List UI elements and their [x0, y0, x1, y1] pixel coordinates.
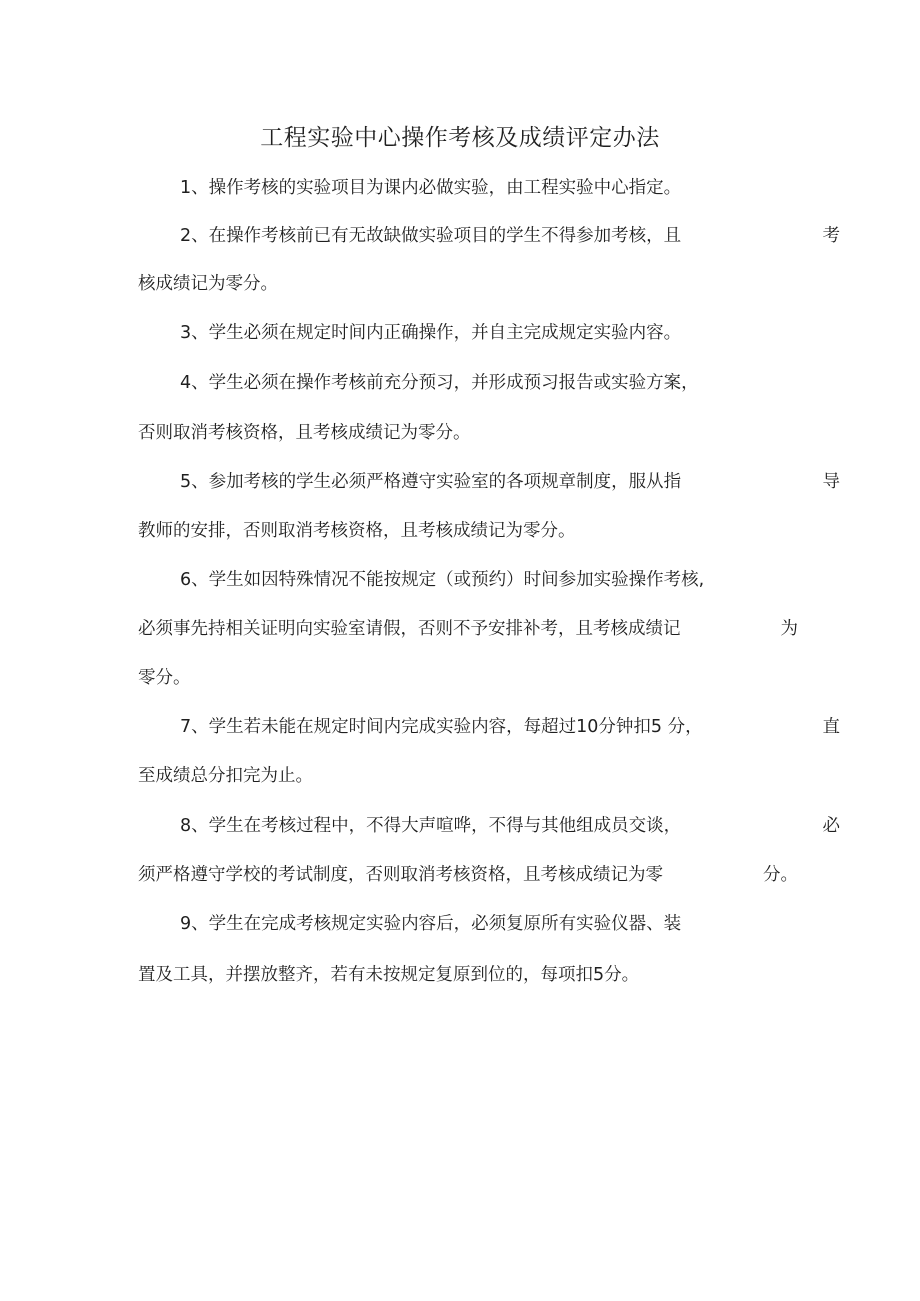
rule-8-line-1	[138, 812, 840, 840]
rule-6-line-2-text: 必须事先持相关证明向实验室请假，否则不予安排补考，且考核成绩记	[138, 619, 681, 639]
rule-1-line-1: 1、操作考核的实验项目为课内必做实验，由工程实验中心指定。	[180, 178, 682, 198]
rule-8-line-2-tail: 分。	[763, 865, 798, 885]
rule-4-line-1: 4、学生必须在操作考核前充分预习，并形成预习报告或实验方案，	[180, 373, 699, 393]
rule-5-line-2: 教师的安排，否则取消考核资格，且考核成绩记为零分。	[138, 521, 576, 541]
rule-6-line-3: 零分。	[138, 668, 191, 688]
rule-8-line-1-tail: 必	[822, 816, 840, 836]
rule-2-line-1-tail: 考	[822, 226, 840, 246]
rule-3-line-1: 3、学生必须在规定时间内正确操作，并自主完成规定实验内容。	[180, 323, 682, 343]
rule-6-line-1: 6、学生如因特殊情况不能按规定（或预约）时间参加实验操作考核,	[180, 570, 705, 590]
rule-8-line-2	[138, 861, 798, 889]
rule-5-line-1-text: 5、参加考核的学生必须严格遵守实验室的各项规章制度，服从指	[180, 472, 682, 492]
rule-8-line-1-text: 8、学生在考核过程中，不得大声喧哗，不得与其他组成员交谈，	[180, 816, 682, 836]
rule-8-line-2-text: 须严格遵守学校的考试制度，否则取消考核资格，且考核成绩记为零	[138, 865, 663, 885]
rule-7-line-1-text: 7、学生若未能在规定时间内完成实验内容，每超过10分钟扣5 分，	[180, 717, 703, 737]
rule-7-line-1-tail: 直	[822, 717, 840, 737]
rule-2-line-2: 核成绩记为零分。	[138, 274, 278, 294]
document-title: 工程实验中心操作考核及成绩评定办法	[260, 125, 660, 151]
rule-6-line-2	[138, 615, 798, 643]
rule-5-line-1	[138, 468, 840, 496]
rule-2-line-1-text: 2、在操作考核前已有无故缺做实验项目的学生不得参加考核，且	[180, 226, 682, 246]
rule-4-line-2: 否则取消考核资格，且考核成绩记为零分。	[138, 423, 471, 443]
rule-5-line-1-tail: 导	[822, 472, 840, 492]
rule-9-line-1: 9、学生在完成考核规定实验内容后，必须复原所有实验仪器、装	[180, 914, 682, 934]
rule-9-line-2: 置及工具，并摆放整齐，若有未按规定复原到位的，每项扣5分。	[138, 965, 640, 985]
rule-6-line-2-tail: 为	[780, 619, 798, 639]
rule-7-line-1	[138, 713, 840, 741]
rule-2-line-1	[138, 222, 840, 250]
rule-7-line-2: 至成绩总分扣完为止。	[138, 766, 313, 786]
